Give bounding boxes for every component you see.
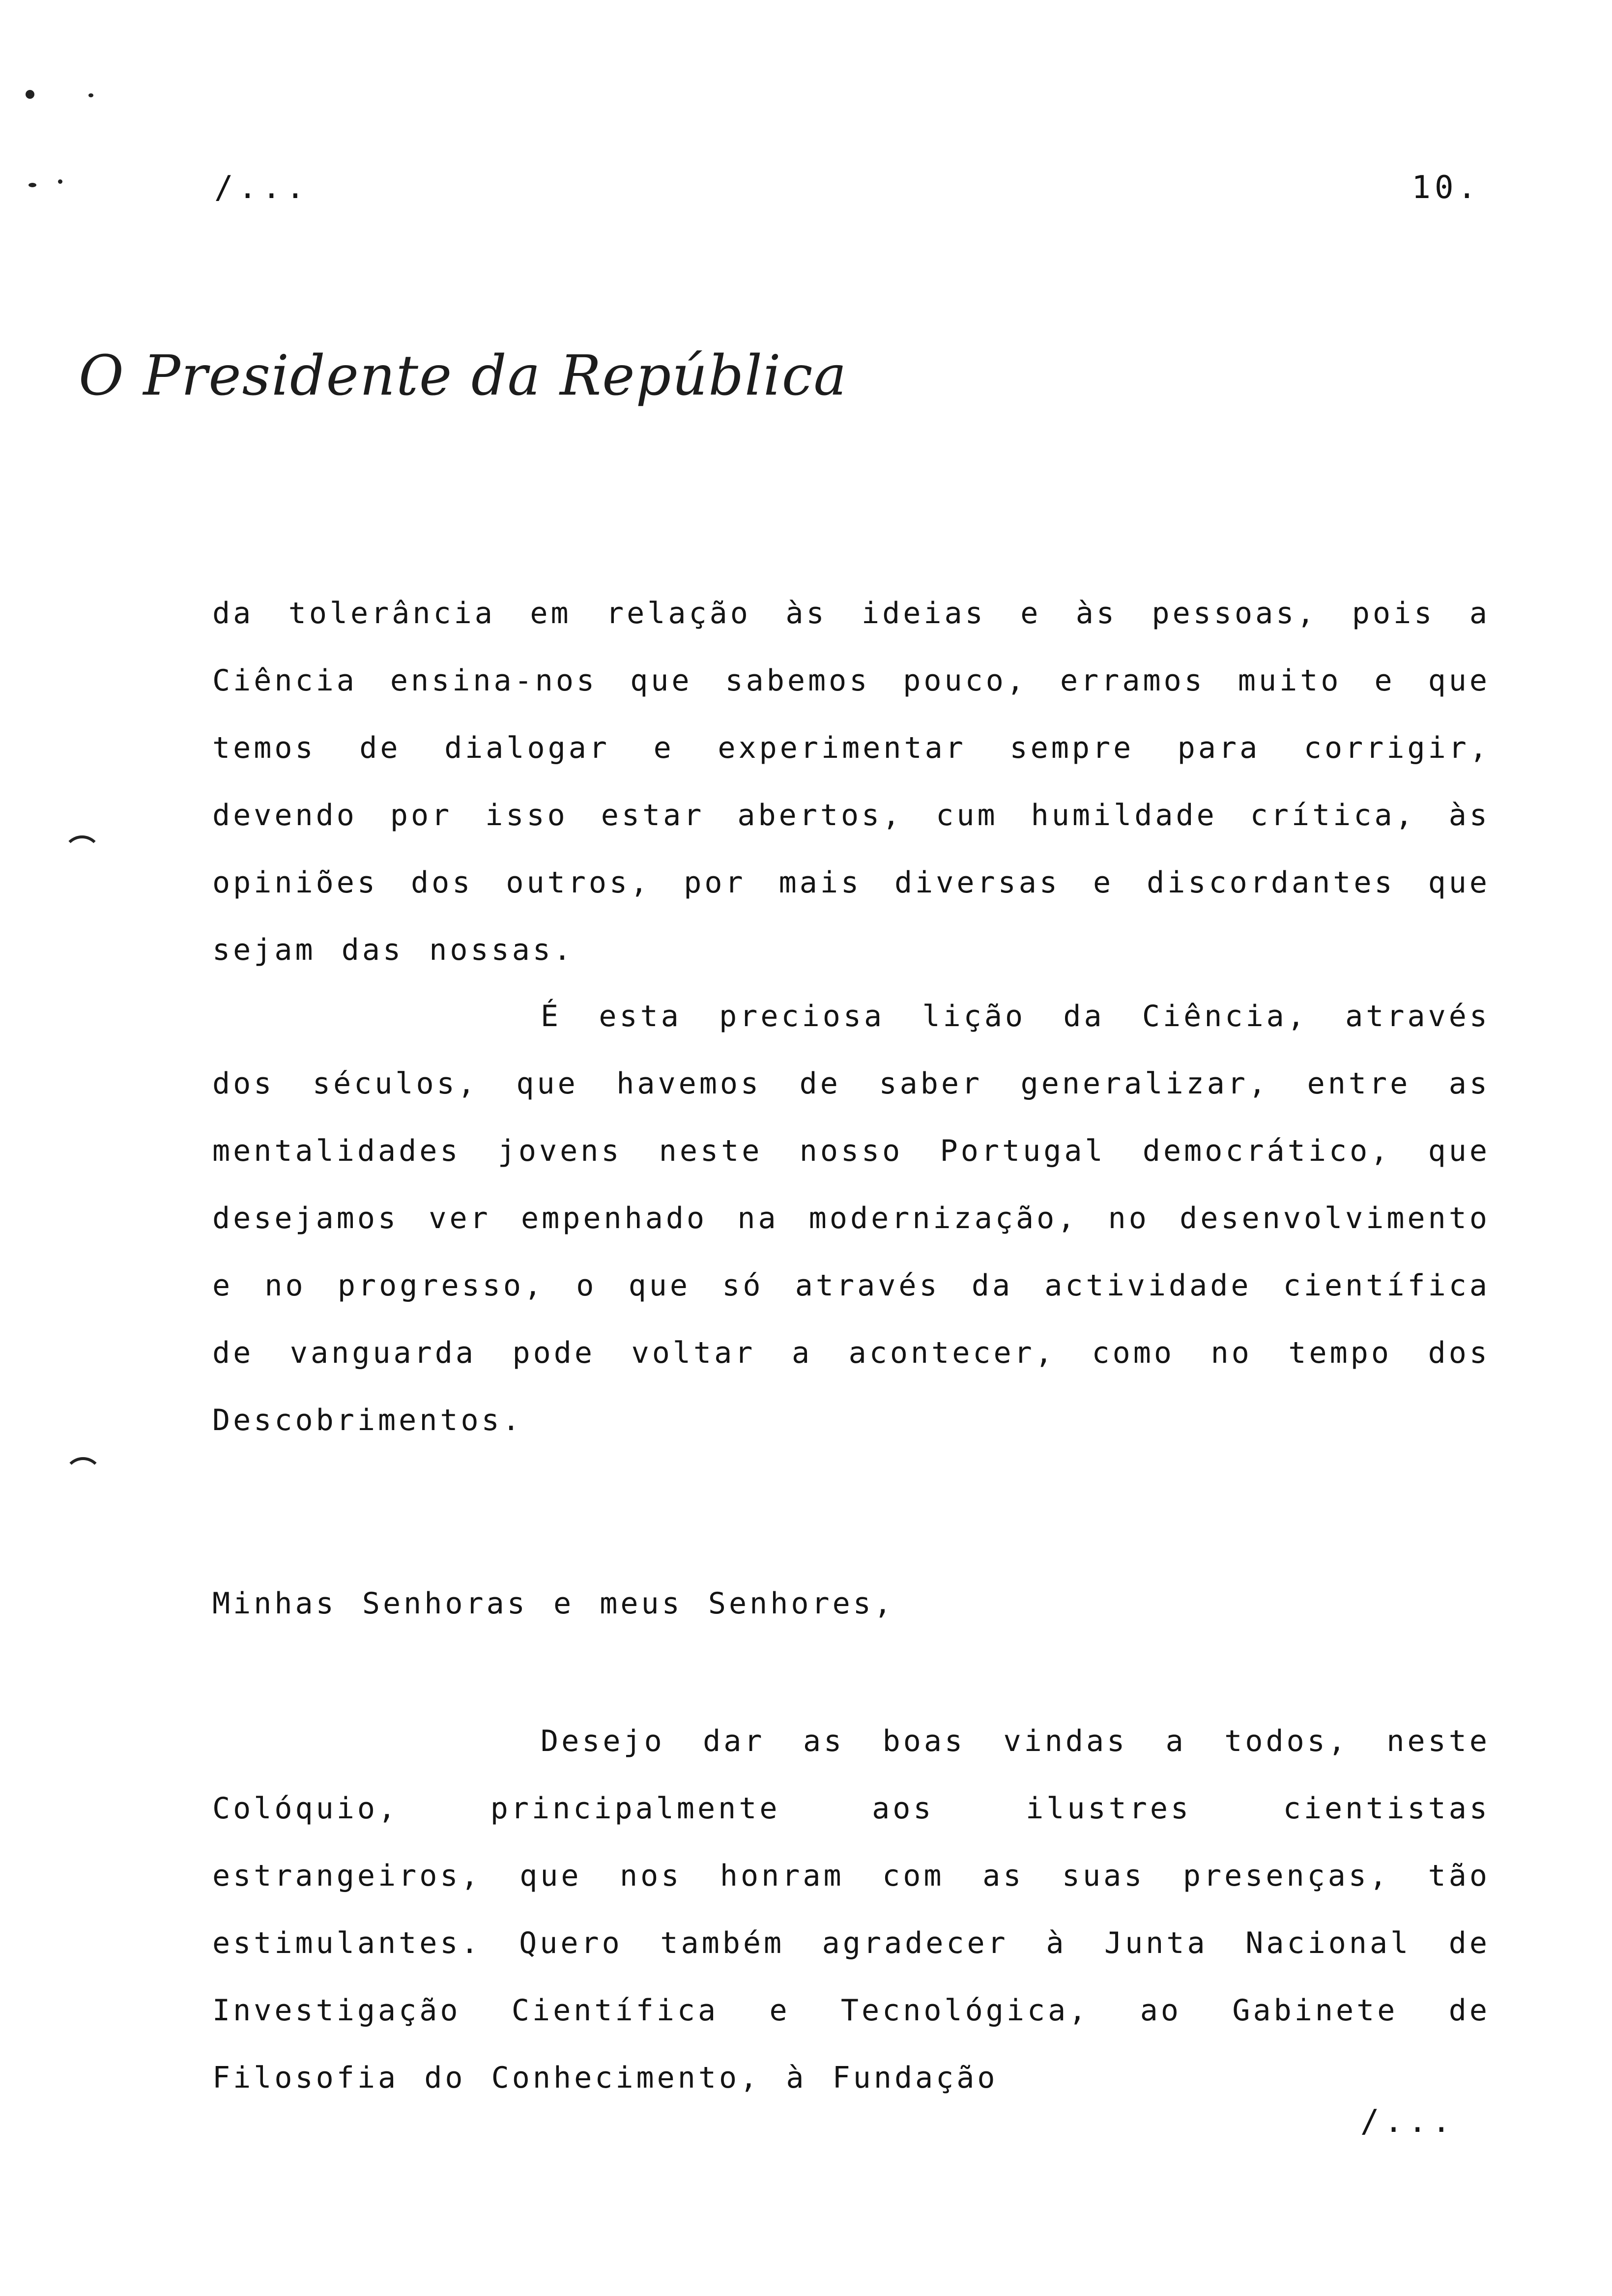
scan-speck: [29, 183, 36, 187]
paragraph-1: da tolerância em relação às ideias e às pessoas, pois a Ciência ensina-nos que sabemos pouco, erramos muito e que temos de dialogar e experimentar sempre para corrigir, devendo por isso estar abertos, cum humildade crítica, às opiniões dos outros, por mais diversas e discordantes que sejam das nossas.: [212, 596, 1490, 967]
scan-speck: [26, 90, 34, 99]
scan-speck: [58, 179, 62, 184]
paragraph-3-block: [212, 1708, 1490, 2112]
page-number: 10.: [1411, 170, 1480, 206]
paragraph-2-block: [212, 983, 1490, 1454]
continuation-marker-bottom: /...: [1360, 2103, 1456, 2140]
salutation: Minhas Senhoras e meus Senhores,: [212, 1586, 894, 1621]
scan-speck: [88, 93, 93, 97]
paragraph-3: Desejo dar as boas vindas a todos, neste Colóquio, principalmente aos ilustres cientistas estrangeiros, que nos honram com as suas presenças, tão estimulantes. Quero também agradecer à Junta Nacional de Investigação Científica e Tecnológica, ao Gabinete de Filosofia do Conhecimento, à Fundação: [212, 1724, 1490, 2095]
paragraph-2: É esta preciosa lição da Ciência, através dos séculos, que havemos de saber generalizar, entre as mentalidades jovens neste nosso Portugal democrático, que desejamos ver empenhado na modernização, no desenvolvimento e no progresso, o que só através da actividade científica de vanguarda pode voltar a acontecer, como no tempo dos Descobrimentos.: [212, 999, 1490, 1437]
punch-hole-mark: [63, 835, 101, 874]
punch-hole-mark: [64, 1457, 102, 1495]
letterhead-title: O Presidente da República: [79, 344, 848, 408]
paragraph-1-block: [212, 580, 1490, 984]
salutation-block: [212, 1570, 1490, 1637]
continuation-marker-top: /...: [214, 170, 310, 206]
